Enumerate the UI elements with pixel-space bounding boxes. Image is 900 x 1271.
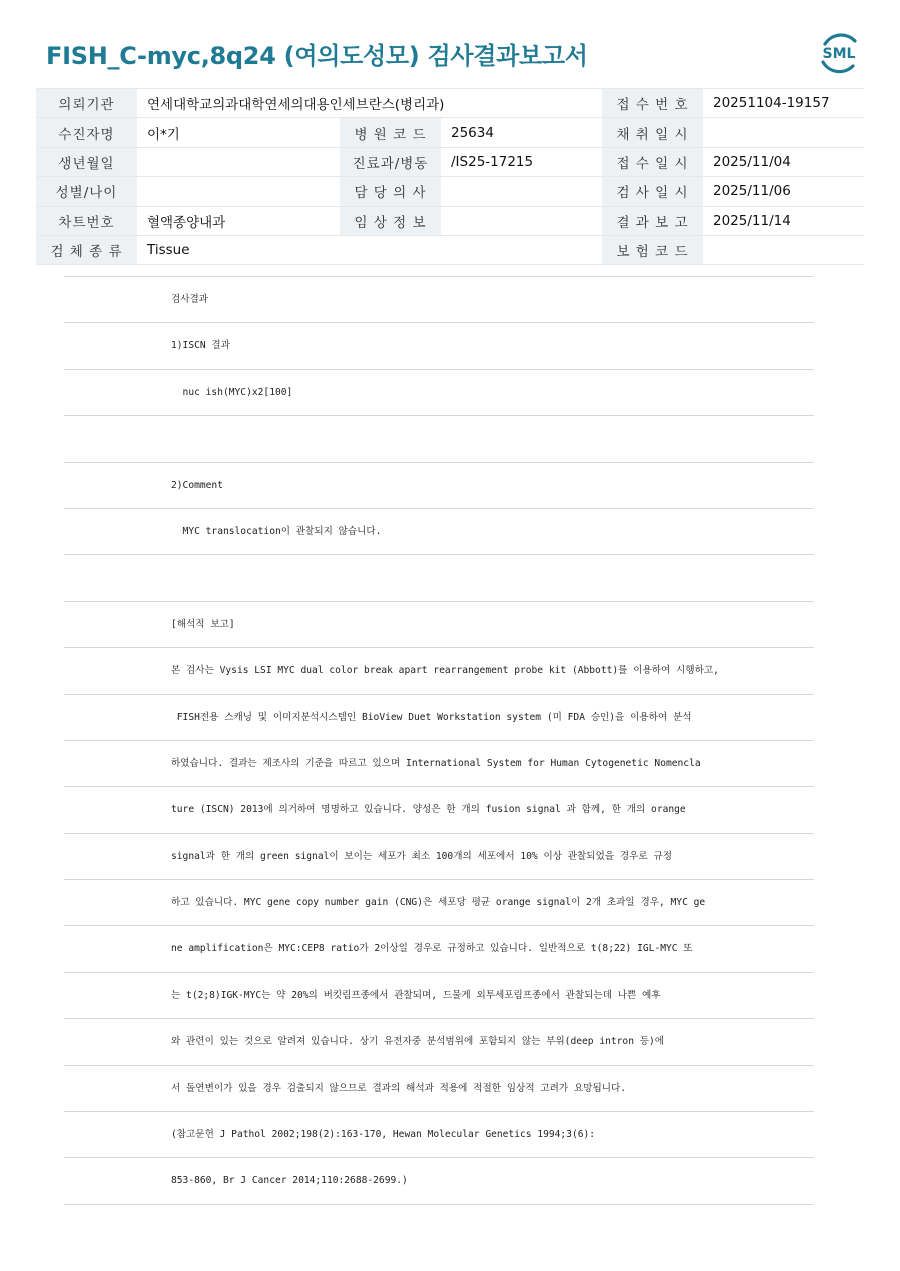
info-row [36,177,864,206]
info-row [36,147,864,176]
info-label: 성별/나이 [36,177,137,206]
info-value [137,147,340,176]
info-label: 접 수 일 시 [602,147,703,176]
info-row [36,235,864,264]
result-line: (참고문헌 J Pathol 2002;198(2):163-170, Hewan Molecular Genetics 1994;3(6): [64,1112,814,1158]
result-line: ne amplification은 MYC:CEP8 ratio가 2이상일 경우로 규정하고 있습니다. 일반적으로 t(8;22) IGL-MYC 또 [64,926,814,972]
info-value: /IS25-17215 [441,147,602,176]
result-line: 본 검사는 Vysis LSI MYC dual color break apart rearrangement probe kit (Abbott)를 이용하여 시행하고, [64,648,814,694]
results-list [64,276,814,1205]
info-value [441,177,602,206]
result-line: signal과 한 개의 green signal이 보이는 세포가 최소 100개의 세포에서 10% 이상 관찰되었을 경우로 규정 [64,834,814,880]
info-label: 담 당 의 사 [340,177,441,206]
info-label: 의뢰기관 [36,89,137,118]
patient-info-table [36,88,864,265]
info-label: 생년월일 [36,147,137,176]
info-value: 2025/11/04 [703,147,864,176]
result-line: 서 돌연변이가 있을 경우 검출되지 않으므로 결과의 해석과 적용에 적절한 임상적 고려가 요망됩니다. [64,1066,814,1112]
info-label: 보 험 코 드 [602,235,703,264]
result-line: 하였습니다. 결과는 제조사의 기준을 따르고 있으며 International System for Human Cytogenetic Nomencla [64,741,814,787]
sml-logo [815,30,863,76]
info-label: 병 원 코 드 [340,118,441,147]
result-line: ture (ISCN) 2013에 의거하여 명명하고 있습니다. 양성은 한 개의 fusion signal 과 함께, 한 개의 orange [64,787,814,833]
info-label: 결 과 보 고 [602,206,703,235]
logo-text: SML [822,46,856,62]
info-label: 검 체 종 류 [36,235,137,264]
report-title: FISH_C-myc,8q24 (여의도성모) 검사결과보고서 [46,42,588,70]
info-label: 검 사 일 시 [602,177,703,206]
info-row [36,89,864,118]
result-line: [해석적 보고] [64,602,814,648]
info-value [703,235,864,264]
result-line: 1)ISCN 결과 [64,323,814,369]
result-line: 검사결과 [64,277,814,323]
result-line: FISH전용 스캐닝 및 이미지분석시스템인 BioView Duet Workstation system (미 FDA 승인)을 이용하여 분석 [64,695,814,741]
result-line: nuc ish(MYC)x2[100] [64,370,814,416]
info-label: 차트번호 [36,206,137,235]
info-value: 연세대학교의과대학연세의대용인세브란스(병리과) [137,89,602,118]
info-value: 25634 [441,118,602,147]
result-line: 2)Comment [64,463,814,509]
info-label: 진료과/병동 [340,147,441,176]
info-label: 채 취 일 시 [602,118,703,147]
info-label: 수진자명 [36,118,137,147]
info-value [703,118,864,147]
info-value: 이*기 [137,118,340,147]
info-row [36,118,864,147]
info-value [137,177,340,206]
info-value: 혈액종양내과 [137,206,340,235]
result-line: 는 t(2;8)IGK-MYC는 약 20%의 버킷림프종에서 관찰되며, 드물게 외투세포림프종에서 관찰되는데 나쁜 예후 [64,973,814,1019]
result-line [64,416,814,462]
info-value: 2025/11/06 [703,177,864,206]
result-line: 853-860, Br J Cancer 2014;110:2688-2699.) [64,1158,814,1204]
info-value: Tissue [137,235,602,264]
result-line: 하고 있습니다. MYC gene copy number gain (CNG)은 세포당 평균 orange signal이 2개 초과일 경우, MYC ge [64,880,814,926]
info-value [441,206,602,235]
result-line: 와 관련이 있는 것으로 알려져 있습니다. 상기 유전자중 분석범위에 포함되지 않는 부위(deep intron 등)에 [64,1019,814,1065]
result-line [64,555,814,601]
info-row [36,206,864,235]
info-label: 임 상 정 보 [340,206,441,235]
info-label: 접 수 번 호 [602,89,703,118]
info-value: 20251104-19157 [703,89,864,118]
info-value: 2025/11/14 [703,206,864,235]
result-line: MYC translocation이 관찰되지 않습니다. [64,509,814,555]
